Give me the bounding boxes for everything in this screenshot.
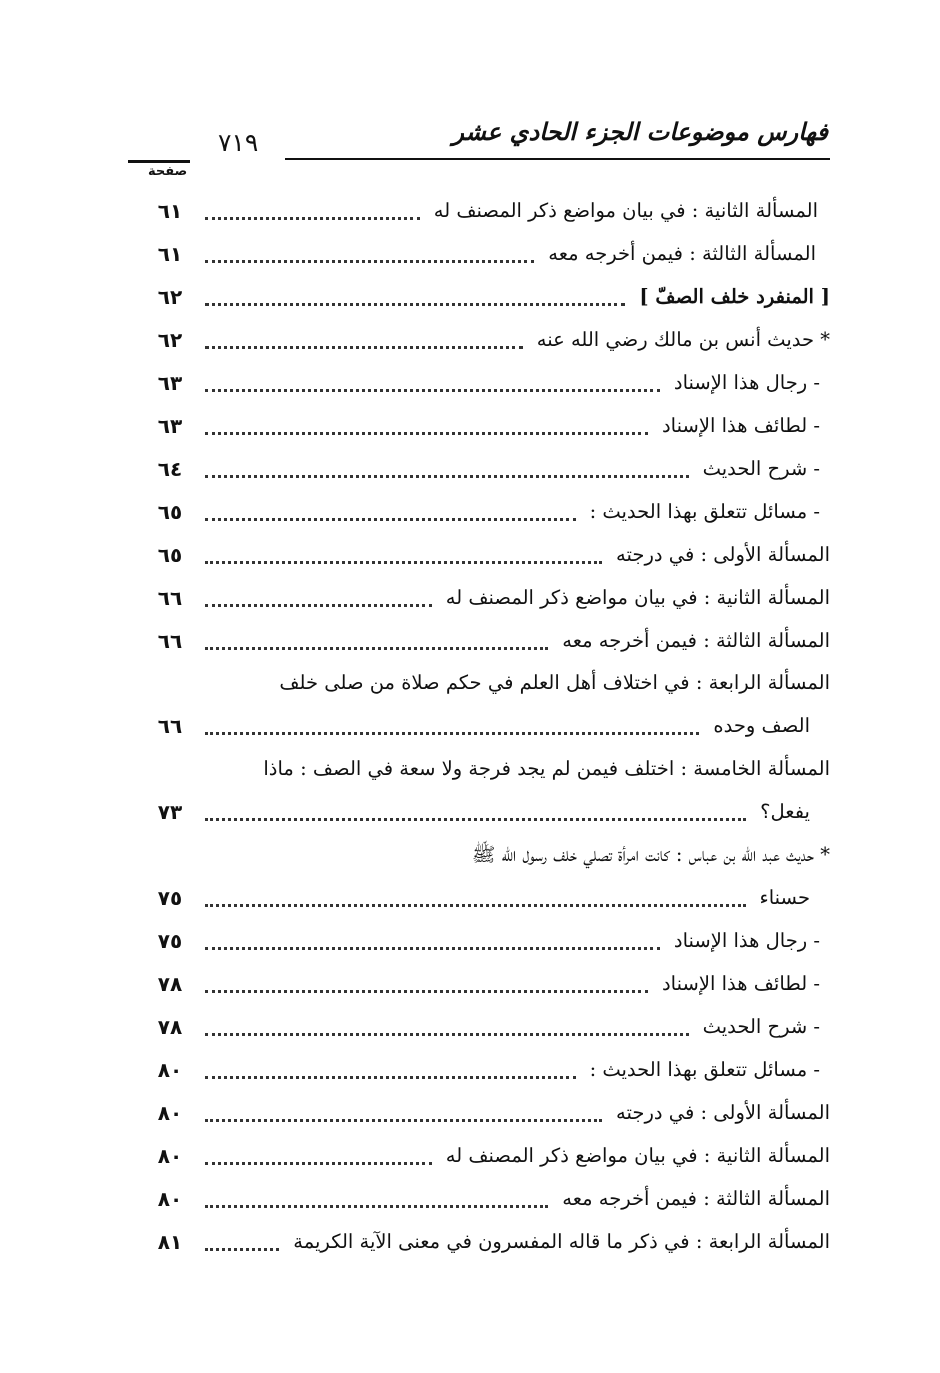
toc-entry-text: - لطائف هذا الإسناد <box>662 972 820 995</box>
toc-entry-page: ٦٦ <box>157 586 183 610</box>
toc-entry-text: * حديث أنس بن مالك رضي الله عنه <box>536 328 830 351</box>
toc-entry-page: ٧٨ <box>157 972 183 996</box>
toc-entry-text: - شرح الحديث <box>702 1015 820 1038</box>
toc-entry <box>0 920 940 962</box>
toc-entry-text: المسألة الثانية : في بيان مواضع ذكر المصنف له <box>445 1144 830 1167</box>
toc-entry-text: المسألة الخامسة : اختلف فيمن لم يجد فرجة ولا سعة في الصف : ماذا <box>263 757 830 780</box>
toc-entry-text: - شرح الحديث <box>702 457 820 480</box>
toc-entry-text: - مسائل تتعلق بهذا الحديث : <box>589 1058 820 1081</box>
toc-entry-text: - رجال هذا الإسناد <box>673 371 820 394</box>
toc-entry-page: ٨٠ <box>157 1144 183 1168</box>
page-column-label: صفحة <box>148 164 188 179</box>
toc-entry-text: - لطائف هذا الإسناد <box>662 414 820 437</box>
toc-entry-text: - مسائل تتعلق بهذا الحديث : <box>589 500 820 523</box>
toc-entry-page: ٦١ <box>157 199 183 223</box>
toc-entry-text: المسألة الثالثة : فيمن أخرجه معه <box>562 629 830 652</box>
toc-entry-page: ٧٨ <box>157 1015 183 1039</box>
toc-entry-page: ٧٥ <box>157 929 183 953</box>
dot-leader <box>205 518 576 521</box>
toc-entry-page: ٨٠ <box>157 1058 183 1082</box>
toc-entry-page: ٧٣ <box>157 800 183 824</box>
dot-leader <box>205 389 660 392</box>
dot-leader <box>205 1205 548 1208</box>
toc-entry <box>0 834 940 876</box>
dot-leader <box>205 990 648 993</box>
dot-leader <box>205 904 746 907</box>
toc-entry-page: ٨٠ <box>157 1187 183 1211</box>
toc-entry <box>0 1221 940 1263</box>
toc-entry-text: يفعل؟ <box>760 800 810 823</box>
toc-entry-page: ٦٣ <box>157 414 183 438</box>
toc-entry-page: ٦٦ <box>157 714 183 738</box>
toc-entry-text: المسألة الرابعة : في اختلاف أهل العلم في حكم صلاة من صلى خلف <box>279 671 830 694</box>
dot-leader <box>205 1119 602 1122</box>
toc-entry <box>0 1092 940 1134</box>
toc-entry <box>0 534 940 576</box>
toc-entry <box>0 1049 940 1091</box>
page-number: ٧١٩ <box>218 128 259 157</box>
dot-leader <box>205 647 548 650</box>
toc-entry <box>0 319 940 361</box>
toc-entry-page: ٧٥ <box>157 886 183 910</box>
toc-entry <box>0 276 940 318</box>
toc-entry-text: الصف وحده <box>713 714 810 737</box>
dot-leader <box>205 1248 279 1251</box>
toc-entry-page: ٦٥ <box>157 500 183 524</box>
toc-entry-text: * حديث عبد الله بن عباس : كانت امرأة تصلي خلف رسول الله ﷺ <box>471 843 830 866</box>
toc-entry <box>0 877 940 919</box>
running-header-title: فهارس موضوعات الجزء الحادي عشر <box>452 118 828 146</box>
toc-entry <box>0 1135 940 1177</box>
toc-entry <box>0 791 940 833</box>
toc-entry <box>0 705 940 747</box>
dot-leader <box>205 604 432 607</box>
toc-entry-text: - رجال هذا الإسناد <box>673 929 820 952</box>
toc-entry-text: [ المنفرد خلف الصفّ ] <box>639 285 830 308</box>
toc-entry-page: ٦٣ <box>157 371 183 395</box>
toc-entry-text: المسألة الثانية : في بيان مواضع ذكر المصنف له <box>445 586 830 609</box>
toc-entry-text: المسألة الرابعة : في ذكر ما قاله المفسرون في معنى الآية الكريمة <box>293 1230 830 1253</box>
dot-leader <box>205 475 689 478</box>
toc-entry <box>0 448 940 490</box>
toc-entry <box>0 620 940 662</box>
toc-entry <box>0 362 940 404</box>
dot-leader <box>205 947 660 950</box>
dot-leader <box>205 818 746 821</box>
toc-entry <box>0 577 940 619</box>
toc-entry-page: ٦٤ <box>157 457 183 481</box>
dot-leader <box>205 732 699 735</box>
dot-leader <box>205 432 648 435</box>
toc-entry <box>0 963 940 1005</box>
toc-entry-text: المسألة الثالثة : فيمن أخرجه معه <box>548 242 816 265</box>
toc-entry <box>0 233 940 275</box>
toc-entry-text: المسألة الأولى : في درجته <box>616 1101 830 1124</box>
toc-entry <box>0 1178 940 1220</box>
toc-entry-text: المسألة الثانية : في بيان مواضع ذكر المصنف له <box>433 199 818 222</box>
toc-entry-page: ٨٠ <box>157 1101 183 1125</box>
dot-leader <box>205 346 523 349</box>
dot-leader <box>205 217 420 220</box>
toc-entry-text: المسألة الثالثة : فيمن أخرجه معه <box>562 1187 830 1210</box>
toc-entry-page: ٦٦ <box>157 629 183 653</box>
toc-entry-page: ٦٢ <box>157 285 183 309</box>
dot-leader <box>205 303 625 306</box>
toc-entry <box>0 190 940 232</box>
dot-leader <box>205 1076 576 1079</box>
toc-entry-page: ٦١ <box>157 242 183 266</box>
dot-leader <box>205 561 602 564</box>
dot-leader <box>205 1033 689 1036</box>
toc-entry-page: ٨١ <box>157 1230 183 1254</box>
toc-entry <box>0 405 940 447</box>
dot-leader <box>205 1162 432 1165</box>
toc-entry-page: ٦٥ <box>157 543 183 567</box>
toc-entry <box>0 1006 940 1048</box>
toc-entry-text: المسألة الأولى : في درجته <box>616 543 830 566</box>
toc-entry <box>0 748 940 790</box>
toc-entry-page: ٦٢ <box>157 328 183 352</box>
toc-entry <box>0 662 940 704</box>
toc-entry-text: حسناء <box>759 886 810 909</box>
toc-entry <box>0 491 940 533</box>
dot-leader <box>205 260 534 263</box>
